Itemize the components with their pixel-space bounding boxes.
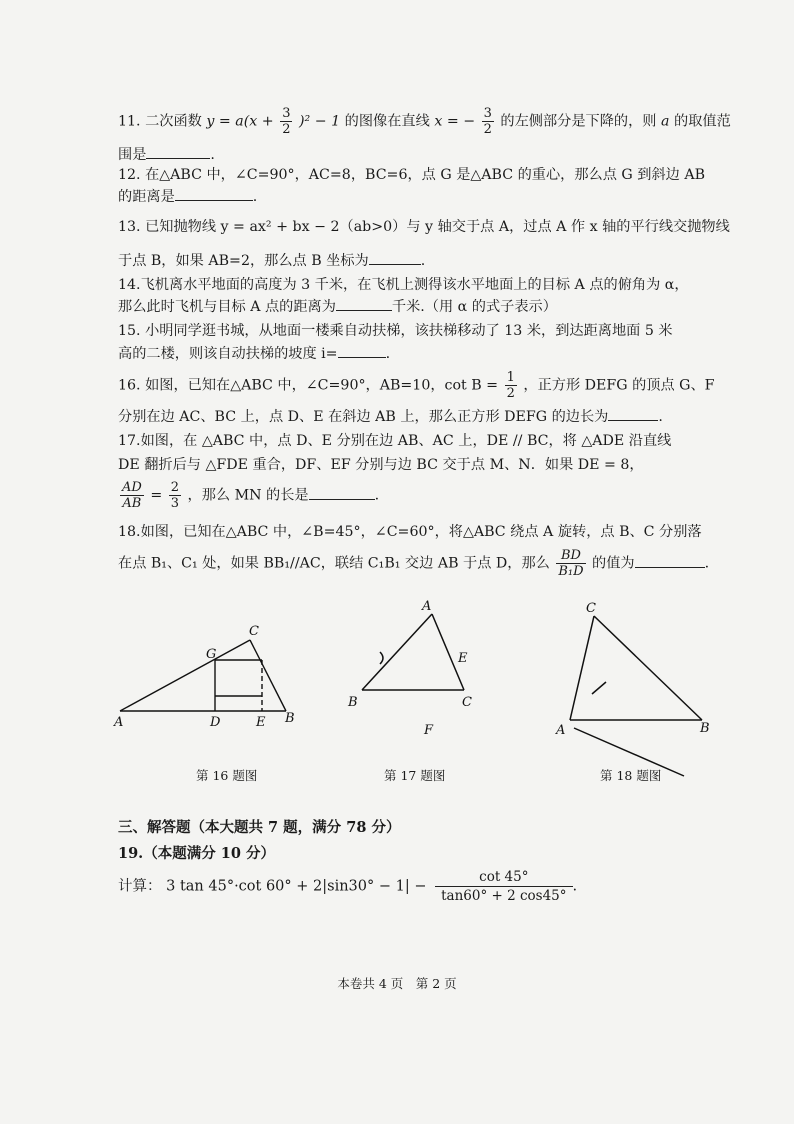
q11-fraction-2 bbox=[482, 106, 494, 137]
q11-frac2-num: 3 bbox=[483, 106, 492, 121]
q16-frac-num: 1 bbox=[506, 370, 515, 385]
q17-text-c: ，那么 MN 的长是 bbox=[187, 487, 309, 504]
fig16-label-a: A bbox=[114, 715, 124, 730]
q12-text-a: 12. 在△ABC 中，∠C=90°，AC=8，BC=6，点 G 是△ABC 的重心，那么点 G 到斜边 AB bbox=[118, 167, 706, 183]
q15-answer-blank[interactable] bbox=[338, 343, 386, 358]
fig17-label-c: C bbox=[462, 695, 472, 710]
fig17-label-a: A bbox=[422, 599, 432, 614]
q16-text-c: 分别在边 AC、BC 上，点 D、E 在斜边 AB 上，那么正方形 DEFG 的边长为 bbox=[118, 409, 609, 425]
q11-var: a bbox=[661, 113, 670, 130]
fig18-label-b: B bbox=[700, 721, 710, 736]
q11-function: y = a(x + bbox=[206, 113, 274, 130]
q19-expr: 3 tan 45°·cot 60° + 2|sin30° − 1| − bbox=[166, 878, 427, 895]
q17-fraction-2-3 bbox=[169, 480, 181, 511]
q17-frac2-den: 3 bbox=[170, 496, 180, 511]
fig18-label-a: A bbox=[556, 723, 566, 738]
q11-frac1-den: 2 bbox=[282, 122, 291, 137]
q19-frac-num: cot 45° bbox=[435, 868, 572, 887]
q17-text-b: DE 翻折后与 △FDE 重合，DF、EF 分别与边 BC 交于点 M、N．如果 DE = 8， bbox=[118, 457, 644, 473]
q18-answer-blank[interactable] bbox=[635, 553, 705, 568]
question-13-line2: 于点 B，如果 AB=2，那么点 B 坐标为 . bbox=[118, 250, 703, 272]
q13-text-a: 13. 已知抛物线 y = ax² + bx − 2（ab>0）与 y 轴交于点 A，过点 A 作 x 轴的平行线交抛物线 bbox=[118, 219, 730, 235]
q11-function-end: )² − 1 bbox=[298, 113, 341, 130]
q17-answer-blank[interactable] bbox=[309, 485, 375, 500]
q11-frac1-num: 3 bbox=[282, 106, 291, 121]
q12-text-b: 的距离是 bbox=[118, 189, 175, 205]
question-14 bbox=[118, 274, 703, 296]
question-19-title: 19.（本题满分 10 分） bbox=[118, 845, 276, 862]
q11-text-a: 11. 二次函数 bbox=[118, 113, 202, 130]
q14-text-a: 14.飞机离水平地面的高度为 3 千米，在飞机上测得该水平地面上的目标 A 点的俯角为 α， bbox=[118, 277, 689, 293]
q18-frac-num: BD bbox=[556, 548, 585, 564]
q14-answer-blank[interactable] bbox=[336, 296, 392, 311]
question-14-line2 bbox=[118, 296, 703, 318]
question-18-line2: 在点 B₁、C₁ 处，如果 BB₁//AC，联结 C₁B₁ 交边 AB 于点 D，那么 $\frac{BD}{\text{B₁D}}$ 的值为 . bbox=[118, 548, 710, 579]
q19-end: . bbox=[572, 878, 578, 895]
fig16-label-c: C bbox=[249, 624, 259, 639]
fig16-caption: 第 16 题图 bbox=[196, 768, 258, 783]
q17-text-a: 17.如图，在 △ABC 中，点 D、E 分别在边 AB、AC 上，DE // BC，将 △ADE 沿直线 bbox=[118, 433, 672, 449]
q11-line: x = − bbox=[434, 113, 476, 130]
fig16-side-cb bbox=[250, 640, 286, 711]
q11-text-c: 的左侧部分是下降的，则 bbox=[500, 113, 657, 130]
q17-fraction-ad-ab bbox=[120, 480, 144, 511]
q18-frac-den: B₁D bbox=[558, 564, 584, 579]
fig16-label-b: B bbox=[285, 711, 295, 726]
question-18 bbox=[118, 521, 703, 543]
q16-frac-den: 2 bbox=[506, 386, 515, 401]
fig17-label-f: F bbox=[424, 723, 434, 738]
fig16-label-d: D bbox=[210, 715, 221, 730]
question-11 bbox=[118, 106, 731, 137]
question-15 bbox=[118, 320, 703, 342]
fig17-caption: 第 17 题图 bbox=[384, 768, 446, 783]
fig17-fold-mark bbox=[380, 652, 383, 664]
q18-text-c: 的值为 bbox=[592, 555, 635, 572]
q11-fraction-1 bbox=[280, 106, 292, 137]
question-17-line3: $\frac{AD}{AB}$ = $\frac{2}{3}$ ，那么 MN 的长是 . bbox=[122, 480, 380, 511]
q11-text-b: 的图像在直线 bbox=[344, 113, 430, 130]
q14-text-c: 千米.（用 α 的式子表示） bbox=[391, 299, 557, 315]
q16-answer-blank[interactable] bbox=[608, 406, 658, 421]
question-12 bbox=[118, 164, 706, 186]
q16-text-a: 16. 如图，已知在△ABC 中，∠C=90°，AB=10，cot B = bbox=[118, 377, 499, 394]
fig18-inner-mark bbox=[592, 682, 606, 694]
figure-16 bbox=[110, 618, 310, 738]
figure-18 bbox=[552, 596, 722, 786]
fig18-caption: 第 18 题图 bbox=[600, 768, 662, 783]
section-3-title: 三、解答题（本大题共 7 题，满分 78 分） bbox=[118, 819, 401, 836]
fig17-label-e: E bbox=[458, 651, 468, 666]
q18-text-b: 在点 B₁、C₁ 处，如果 BB₁//AC，联结 C₁B₁ 交边 AB 于点 D，那么 bbox=[118, 555, 550, 572]
fig16-label-e: E bbox=[256, 715, 266, 730]
fig18-side-cb bbox=[594, 616, 702, 720]
fig17-label-b: B bbox=[348, 695, 358, 710]
fig16-side-ac bbox=[120, 640, 250, 711]
figure-17 bbox=[340, 592, 500, 742]
q19-frac-den: tan60° + 2 cos45° bbox=[441, 888, 567, 904]
q19-prefix: 计算： bbox=[118, 878, 162, 895]
question-11-line2: 围是 . bbox=[118, 144, 703, 166]
question-13 bbox=[118, 216, 730, 238]
q19-fraction bbox=[435, 868, 572, 905]
q18-fraction-bd bbox=[556, 548, 585, 579]
q17-frac1-den: AB bbox=[122, 496, 142, 511]
question-17-line2 bbox=[118, 454, 703, 476]
question-16 bbox=[118, 370, 715, 401]
question-12-line2: 的距离是 . bbox=[118, 186, 703, 208]
q12-answer-blank[interactable] bbox=[175, 186, 253, 201]
fig18-side-ac bbox=[570, 616, 594, 720]
q15-text-b: 高的二楼，则该自动扶梯的坡度 i= bbox=[118, 346, 338, 362]
q11-frac2-den: 2 bbox=[483, 122, 492, 137]
question-19-expression bbox=[118, 868, 577, 905]
q17-frac2-num: 2 bbox=[170, 480, 180, 495]
fig18-label-c: C bbox=[586, 601, 596, 616]
fig16-label-g: G bbox=[206, 647, 217, 662]
q11-text-e: 围是 bbox=[118, 147, 147, 163]
q11-answer-blank[interactable] bbox=[146, 144, 210, 159]
q11-text-d: 的取值范 bbox=[674, 113, 731, 130]
question-15-line2: 高的二楼，则该自动扶梯的坡度 i= . bbox=[118, 343, 703, 365]
page-footer: 本卷共 4 页 第 2 页 bbox=[337, 976, 457, 991]
fig17-side-ab bbox=[362, 614, 432, 690]
question-17 bbox=[118, 430, 703, 452]
q14-text-b: 那么此时飞机与目标 A 点的距离为 bbox=[118, 299, 336, 315]
question-16-line2: 分别在边 AC、BC 上，点 D、E 在斜边 AB 上，那么正方形 DEFG 的边长为 . bbox=[118, 406, 703, 428]
q16-fraction bbox=[505, 370, 517, 401]
q13-answer-blank[interactable] bbox=[369, 250, 421, 265]
q15-text-a: 15. 小明同学逛书城，从地面一楼乘自动扶梯，该扶梯移动了 13 米，到达距离地面 5 米 bbox=[118, 323, 673, 339]
q13-text-b: 于点 B，如果 AB=2，那么点 B 坐标为 bbox=[118, 253, 369, 269]
q17-frac1-num: AD bbox=[122, 480, 142, 495]
q16-text-b: ，正方形 DEFG 的顶点 G、F bbox=[523, 377, 715, 394]
q18-text-a: 18.如图，已知在△ABC 中，∠B=45°，∠C=60°，将△ABC 绕点 A 旋转，点 B、C 分别落 bbox=[118, 524, 702, 540]
